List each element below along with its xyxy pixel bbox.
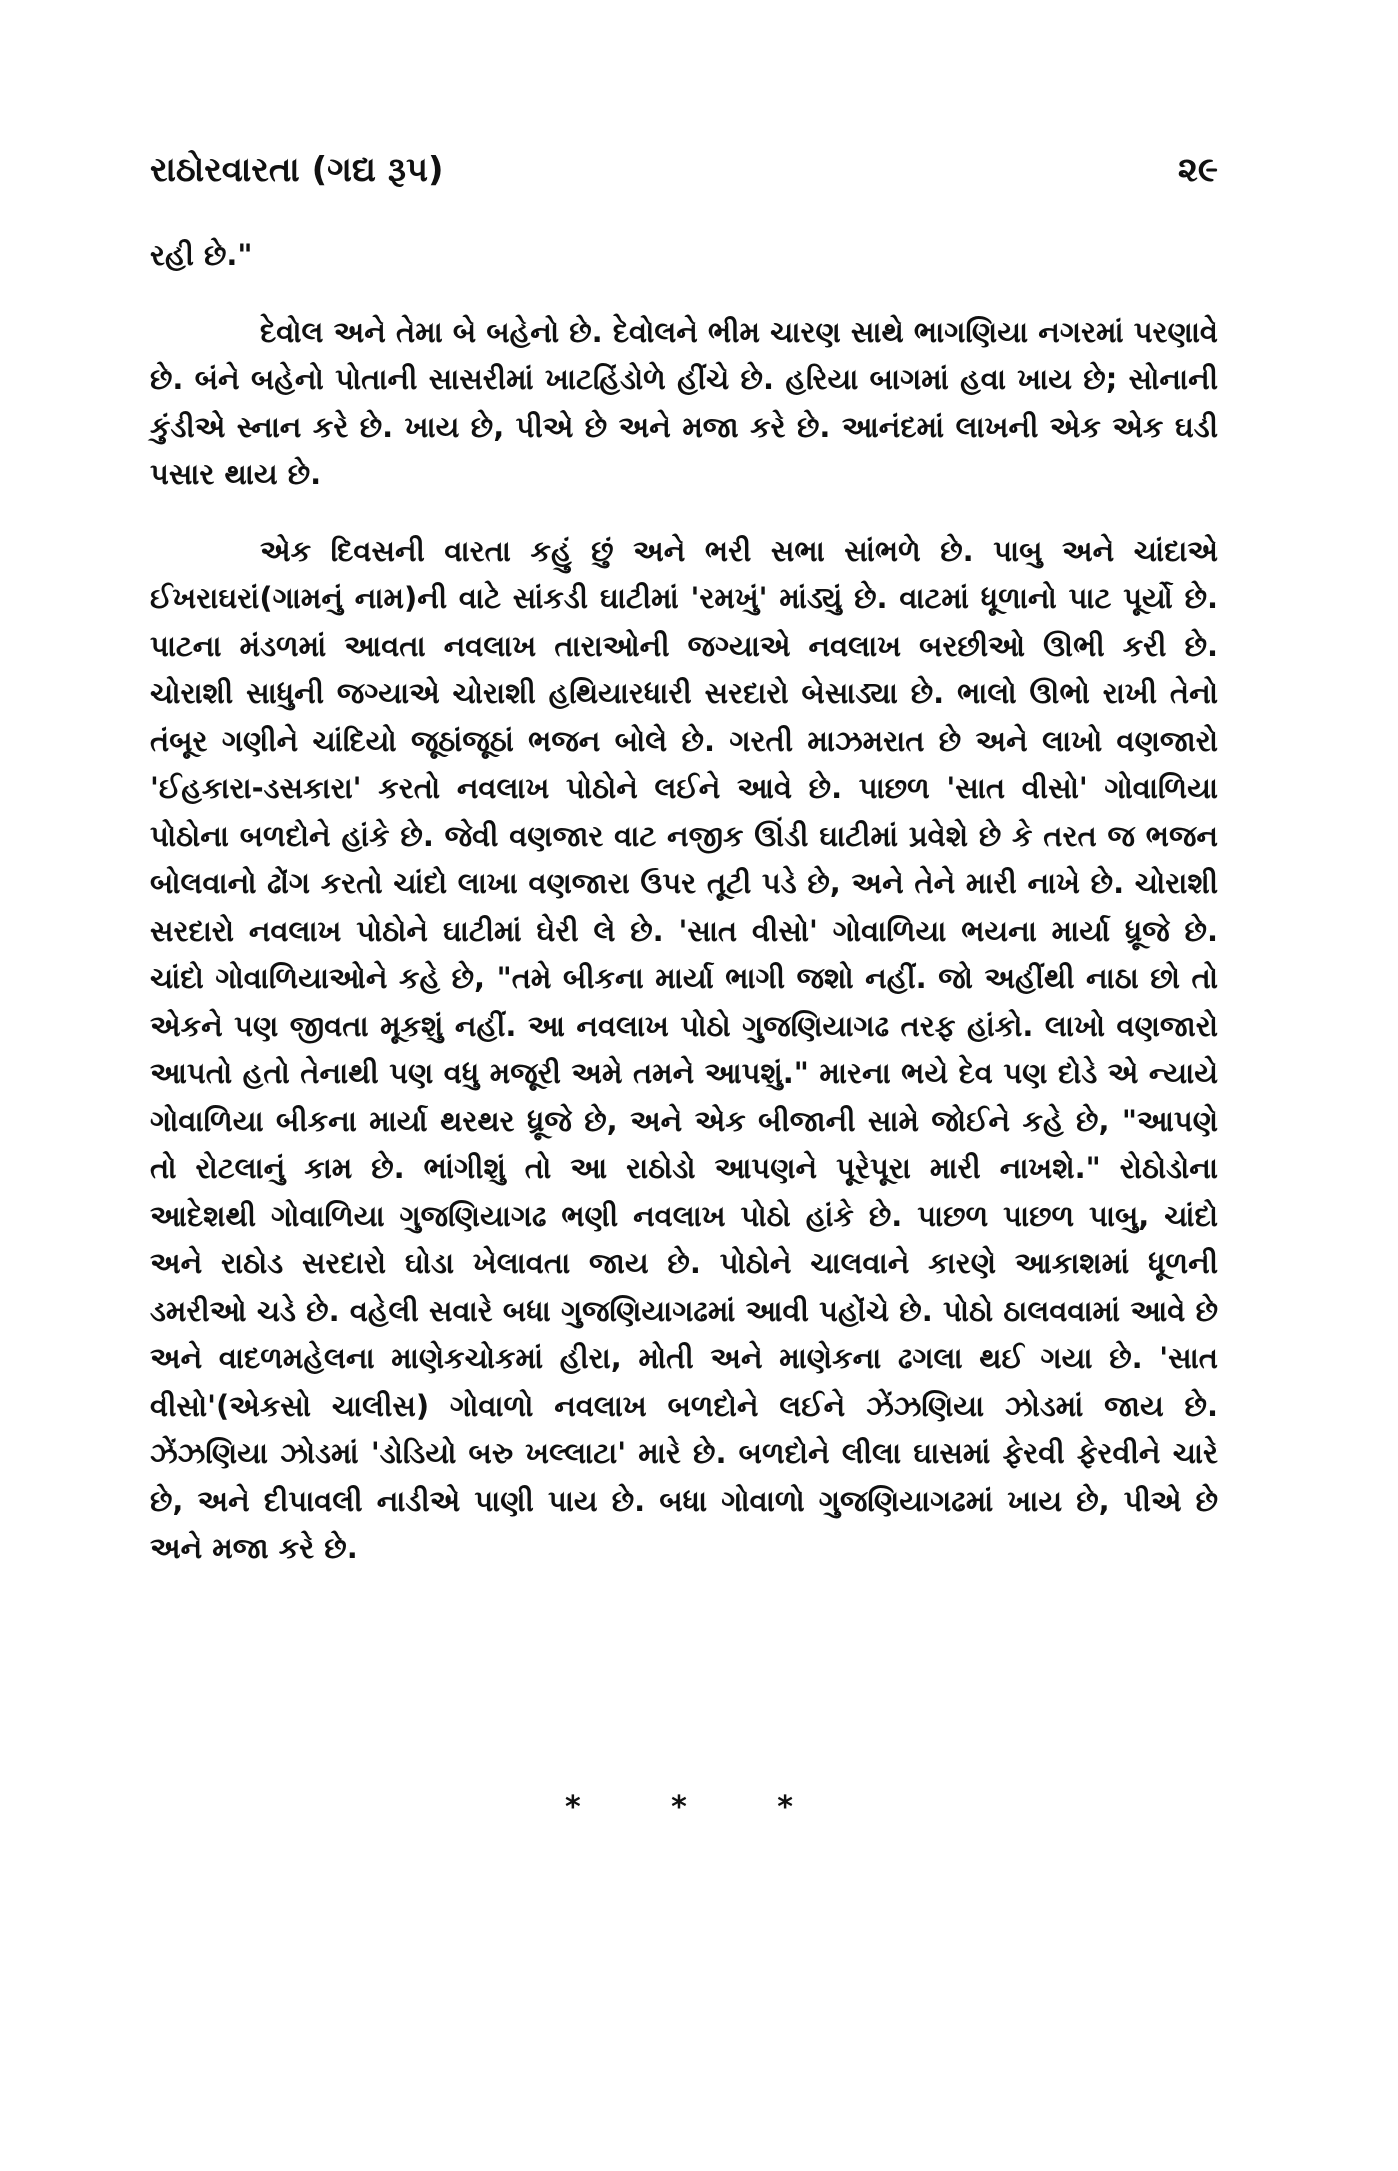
body-text bbox=[150, 232, 1218, 1602]
running-header bbox=[150, 150, 1218, 210]
paragraph-story: એક દિવસની વારતા કહું છું અને ભરી સભા સાંભળે છે. પાબુ અને ચાંદાએ ઈખરાઘરાં(ગામનું નામ)ની વાટે સાંકડી ઘાટીમાં 'રમખું' માંડ્યું છે. વાટમાં ધૂળાનો પાટ પૂર્યો છે. પાટના મંડળમાં આવતા નવલાખ તારાઓની જગ્યાએ નવલાખ બરછીઓ ઊભી કરી છે. ચોરાશી સાધુની જગ્યાએ ચોરાશી હથિયારધારી સરદારો બેસાડ્યા છે. ભાલો ઊભો રાખી તેનો તંબૂર ગણીને ચાંદિયો જૂઠાંજૂઠાં ભજન બોલે છે. ગરતી માઝમરાત છે અને લાખો વણજારો 'ઈહકારા-ડસકારા' કરતો નવલાખ પોઠોને લઈને આવે છે. પાછળ 'સાત વીસો' ગોવાળિયા પોઠોના બળદોને હાંકે છે. જેવી વણજાર વાટ નજીક ઊંડી ઘાટીમાં પ્રવેશે છે કે તરત જ ભજન બોલવાનો ઢોંગ કરતો ચાંદો લાખા વણજારા ઉપર તૂટી પડે છે, અને તેને મારી નાખે છે. ચોરાશી સરદારો નવલાખ પોઠોને ઘાટીમાં ઘેરી લે છે. 'સાત વીસો' ગોવાળિયા ભયના માર્યા ધ્રૂજે છે. ચાંદો ગોવાળિયાઓને કહે છે, "તમે બીકના માર્યા ભાગી જશો નહીં. જો અહીંથી નાઠા છો તો એકને પણ જીવતા મૂકશું નહીં. આ નવલાખ પોઠો ગુજણિયાગઢ તરફ હાંકો. લાખો વણજારો આપતો હતો તેનાથી પણ વધુ મજૂરી અમે તમને આપશું." મારના ભયે દેવ પણ દોડે એ ન્યાયે ગોવાળિયા બીકના માર્યા થરથર ધ્રૂજે છે, અને એક બીજાની સામે જોઈને કહે છે, "આપણે તો રોટલાનું કામ છે. ભાંગીશું તો આ રાઠોડો આપણને પૂરેપૂરા મારી નાખશે." રોઠોડોના આદેશથી ગોવાળિયા ગુજણિયાગઢ ભણી નવલાખ પોઠો હાંકે છે. પાછળ પાછળ પાબુ, ચાંદો અને રાઠોડ સરદારો ઘોડા ખેલાવતા જાય છે. પોઠોને ચાલવાને કારણે આકાશમાં ધૂળની ડમરીઓ ચડે છે. વહેલી સવારે બધા ગુજણિયાગઢમાં આવી પહોંચે છે. પોઠો ઠાલવવામાં આવે છે અને વાદળમહેલના માણેકચોકમાં હીરા, મોતી અને માણેકના ઢગલા થઈ ગયા છે. 'સાત વીસો'(એકસો ચાલીસ) ગોવાળો નવલાખ બળદોને લઈને ઝેંઝણિયા ઝોડમાં જાય છે. ઝેંઝણિયા ઝોડમાં 'ડોડિયો બરુ ખલ્લાટા' મારે છે. બળદોને લીલા ઘાસમાં ફેરવી ફેરવીને ચારે છે, અને દીપાવલી નાડીએ પાણી પાય છે. બધા ગોવાળો ગુજણિયાગઢમાં ખાય છે, પીએ છે અને મજા કરે છે. bbox=[150, 533, 1218, 1565]
continuation-line: રહી છે." bbox=[150, 238, 253, 272]
section-break-ornament: * * * bbox=[565, 1790, 833, 1825]
running-title: રાઠોરવારતા (ગદ્ય રૂપ) bbox=[150, 150, 444, 190]
paragraph-devol: દેવોલ અને તેમા બે બહેનો છે. દેવોલને ભીમ ચારણ સાથે ભાગણિયા નગરમાં પરણાવે છે. બંને બહેનો પોતાની સાસરીમાં ખાટહિંડોળે હીંચે છે. હરિયા બાગમાં હવા ખાય છે; સોનાની કુંડીએ સ્નાન કરે છે. ખાય છે, પીએ છે અને મજા કરે છે. આનંદમાં લાખની એક એક ઘડી પસાર થાય છે. bbox=[150, 314, 1218, 491]
page-number: ૨૯ bbox=[1177, 150, 1218, 190]
